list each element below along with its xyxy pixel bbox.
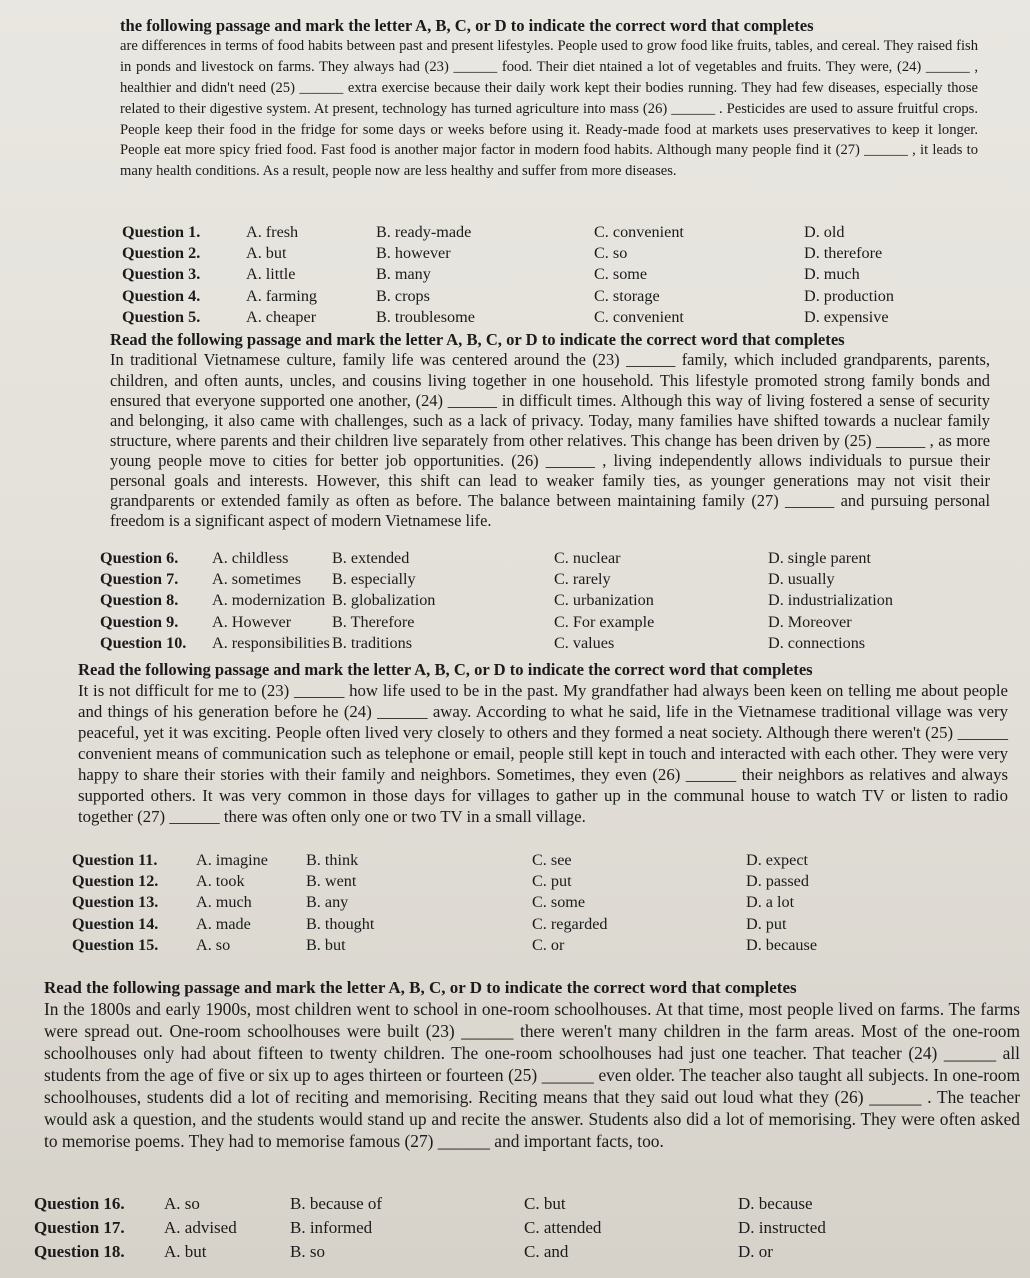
passage-1-heading: the following passage and mark the letter A, B, C, or D to indicate the correct word that completes xyxy=(120,16,814,35)
option-b[interactable]: B. because of xyxy=(290,1194,383,1213)
option-c[interactable]: C. regarded xyxy=(532,914,608,933)
option-b[interactable]: B. but xyxy=(306,935,346,954)
question-row xyxy=(34,1240,994,1264)
passage-4-heading: Read the following passage and mark the letter A, B, C, or D to indicate the correct word that completes xyxy=(44,978,797,997)
question-row xyxy=(122,307,1002,328)
option-d[interactable]: D. connections xyxy=(768,633,866,652)
question-row xyxy=(100,548,1000,569)
question-label: Question 13. xyxy=(72,893,159,912)
option-a[interactable]: A. childless xyxy=(212,549,289,567)
question-label: Question 18. xyxy=(34,1242,125,1261)
option-c[interactable]: C. values xyxy=(554,633,615,652)
option-a[interactable]: A. modernization xyxy=(212,591,326,610)
question-label: Question 6. xyxy=(100,549,179,567)
option-d[interactable]: D. Moreover xyxy=(768,612,852,631)
option-d[interactable]: D. passed xyxy=(746,872,809,891)
question-label: Question 5. xyxy=(122,307,201,326)
option-b[interactable]: B. however xyxy=(376,244,451,263)
option-d[interactable]: D. instructed xyxy=(738,1218,826,1237)
question-row xyxy=(122,222,1002,243)
option-b[interactable]: B. especially xyxy=(332,570,416,589)
option-c[interactable]: C. rarely xyxy=(554,570,611,589)
question-label: Question 3. xyxy=(122,265,201,284)
option-d[interactable]: D. production xyxy=(804,286,894,305)
option-b[interactable]: B. any xyxy=(306,893,349,912)
option-b[interactable]: B. think xyxy=(306,851,359,869)
question-row xyxy=(100,590,1000,611)
option-b[interactable]: B. went xyxy=(306,872,357,891)
question-row xyxy=(100,569,1000,590)
option-a[interactable]: A. little xyxy=(246,265,296,284)
option-d[interactable]: D. because xyxy=(746,935,818,954)
question-label: Question 11. xyxy=(72,851,158,869)
passage-4-text: In the 1800s and early 1900s, most children went to school in one-room schoolhouses. At that time, most people lived on farms. The farms were spread out. One-room schoolhouses were built (23) ______ there weren't many children in the farm areas. Most of the one-room schoolhouses only had about fifteen to twenty children. The one-room schoolhouses had just one teacher. That teacher (24) ______ all students from the age of five or six up to ages thirteen or fourteen (25) ______ even older. The teacher also taught all subjects. In one-room schoolhouses, students did a lot of reciting and memorising. Reciting means that they said out loud what they (26) ______ . The teacher would ask a question, and the students would stand up and recite the answer. Students also did a lot of memorising. They were often asked to memorise poems. They had to memorise famous (27) ______ and important facts, too. xyxy=(44,999,1020,1152)
question-row xyxy=(72,892,1002,913)
option-a[interactable]: A. so xyxy=(196,935,231,954)
passage-2-heading: Read the following passage and mark the letter A, B, C, or D to indicate the correct word that completes xyxy=(110,330,845,349)
question-label: Question 7. xyxy=(100,570,179,589)
option-d[interactable]: D. expect xyxy=(746,851,809,869)
question-row xyxy=(72,935,1002,956)
question-row xyxy=(34,1192,994,1216)
option-b[interactable]: B. crops xyxy=(376,286,430,305)
option-b[interactable]: B. traditions xyxy=(332,633,413,652)
question-row xyxy=(100,612,1000,633)
passage-2-text: In traditional Vietnamese culture, family life was centered around the (23) ______ family, which included grandparents, parents, children, and often aunts, uncles, and cousins living together in one household. This lifestyle promoted strong family bonds and ensured that everyone supported one another, (24) ______ in difficult times. Although this way of living fostered a sense of security and belonging, it also came with challenges, such as a lack of privacy. Today, many families have shifted towards a nuclear family structure, where parents and their children live separately from other relatives. This change has been driven by (25) ______ , as more young people move to cities for better job opportunities. (26) ______ , living independently allows individuals to pursue their personal goals and interests. However, this shift can lead to weaker family ties, as younger generations may not visit their grandparents or extended family as often as before. The balance between maintaining family (27) ______ and pursuing personal freedom is a significant aspect of modern Vietnamese life. xyxy=(110,350,990,531)
question-row xyxy=(122,264,1002,285)
question-label: Question 2. xyxy=(122,244,201,263)
passage-4 xyxy=(44,978,1020,1152)
option-b[interactable]: B. extended xyxy=(332,549,410,567)
passage-1 xyxy=(120,16,978,182)
option-b[interactable]: B. many xyxy=(376,265,431,284)
option-d[interactable]: D. usually xyxy=(768,570,835,589)
option-a[interactable]: A. much xyxy=(196,893,252,912)
option-a[interactable]: A. but xyxy=(164,1242,207,1261)
option-d[interactable]: D. expensive xyxy=(804,307,889,326)
option-c[interactable]: C. some xyxy=(532,893,586,912)
question-label: Question 17. xyxy=(34,1218,125,1237)
option-d[interactable]: D. single parent xyxy=(768,549,871,567)
option-c[interactable]: C. For example xyxy=(554,612,655,631)
option-c[interactable]: C. put xyxy=(532,872,572,891)
option-c[interactable]: C. convenient xyxy=(594,307,684,326)
question-label: Question 14. xyxy=(72,914,159,933)
option-a[interactable]: A. sometimes xyxy=(212,570,302,589)
option-b[interactable]: B. informed xyxy=(290,1218,373,1237)
question-label: Question 12. xyxy=(72,872,159,891)
option-a[interactable]: A. cheaper xyxy=(246,307,317,326)
option-d[interactable]: D. industrialization xyxy=(768,591,893,610)
question-label: Question 16. xyxy=(34,1194,125,1213)
option-a[interactable]: A. fresh xyxy=(246,223,299,241)
option-c[interactable]: C. urbanization xyxy=(554,591,654,610)
option-c[interactable]: C. and xyxy=(524,1242,569,1261)
question-row xyxy=(72,850,1002,871)
option-a[interactable]: A. farming xyxy=(246,286,318,305)
option-b[interactable]: B. ready-made xyxy=(376,223,472,241)
question-row xyxy=(122,243,1002,264)
question-label: Question 1. xyxy=(122,223,201,241)
option-b[interactable]: B. so xyxy=(290,1242,325,1261)
option-d[interactable]: D. or xyxy=(738,1242,773,1261)
option-a[interactable]: A. responsibilities xyxy=(212,633,330,652)
option-c[interactable]: C. nuclear xyxy=(554,549,621,567)
option-a[interactable]: A. However xyxy=(212,612,292,631)
option-b[interactable]: B. thought xyxy=(306,914,375,933)
passage-2-questions xyxy=(100,548,1000,654)
option-d[interactable]: D. therefore xyxy=(804,244,883,263)
passage-3-questions xyxy=(72,850,1002,956)
option-a[interactable]: A. made xyxy=(196,914,251,933)
option-a[interactable]: A. but xyxy=(246,244,287,263)
option-c[interactable]: C. storage xyxy=(594,286,660,305)
option-a[interactable]: A. took xyxy=(196,872,245,891)
option-a[interactable]: A. imagine xyxy=(196,851,268,869)
passage-3-heading: Read the following passage and mark the letter A, B, C, or D to indicate the correct word that completes xyxy=(78,660,813,679)
option-d[interactable]: D. old xyxy=(804,223,845,241)
option-c[interactable]: C. so xyxy=(594,244,628,263)
passage-1-text: are differences in terms of food habits between past and present lifestyles. People used to grow food like fruits, tables, and cereal. They raised fish in ponds and livestock on farms. They always had (23) ______ food. Their diet ntained a lot of vegetables and fruits. They were, (24) ______ , healthier and didn't need (25) ______ extra exercise because their daily work kept their bodies running. They had few diseases, especially those related to their digestive system. At present, technology has turned agriculture into mass (26) ______ . Pesticides are used to assure fruitful crops. People keep their food in the fridge for some days or weeks before using it. Ready-made food at markets uses preservatives to keep it longer. People eat more spicy fried food. Fast food is another major factor in modern food habits. Although many people find it (27) ______ , it leads to many health conditions. As a result, people now are less healthy and suffer from more diseases. xyxy=(120,38,978,180)
option-d[interactable]: D. because xyxy=(738,1194,813,1213)
passage-1-questions xyxy=(122,222,1002,328)
option-b[interactable]: B. globalization xyxy=(332,591,436,610)
question-label: Question 10. xyxy=(100,633,187,652)
passage-2 xyxy=(110,330,990,531)
option-d[interactable]: D. a lot xyxy=(746,893,795,912)
passage-4-questions xyxy=(34,1192,994,1264)
option-c[interactable]: C. see xyxy=(532,851,572,869)
question-row xyxy=(122,286,1002,307)
option-a[interactable]: A. so xyxy=(164,1194,200,1213)
option-d[interactable]: D. much xyxy=(804,265,860,284)
option-b[interactable]: B. troublesome xyxy=(376,307,475,326)
passage-3 xyxy=(78,660,1008,827)
question-label: Question 9. xyxy=(100,612,179,631)
question-row xyxy=(34,1216,994,1240)
option-c[interactable]: C. but xyxy=(524,1194,566,1213)
option-c[interactable]: C. or xyxy=(532,935,565,954)
option-a[interactable]: A. advised xyxy=(164,1218,237,1237)
option-d[interactable]: D. put xyxy=(746,914,787,933)
option-c[interactable]: C. convenient xyxy=(594,223,684,241)
question-label: Question 15. xyxy=(72,935,159,954)
option-c[interactable]: C. some xyxy=(594,265,648,284)
passage-3-text: It is not difficult for me to (23) ______ how life used to be in the past. My grandfather had always been keen on telling me about people and things of his generation before he (24) ______ away. According to what he said, life in the Vietnamese traditional village was very peaceful, yet it was exciting. People often lived very closely to others and they formed a neat society. Although there weren't (25) ______ convenient means of communication such as telephone or email, people still kept in touch and interacted with each other. They were very happy to share their stories with their family and neighbors. Sometimes, they even (26) ______ their neighbors as relatives and always supported others. It was very common in those days for villages to gather up in the communal house to watch TV or listen to radio together (27) ______ there was often only one or two TV in a small village. xyxy=(78,681,1008,827)
option-c[interactable]: C. attended xyxy=(524,1218,602,1237)
option-b[interactable]: B. Therefore xyxy=(332,612,415,631)
question-row xyxy=(100,633,1000,654)
question-row xyxy=(72,871,1002,892)
question-label: Question 4. xyxy=(122,286,201,305)
question-label: Question 8. xyxy=(100,591,179,610)
question-row xyxy=(72,914,1002,935)
